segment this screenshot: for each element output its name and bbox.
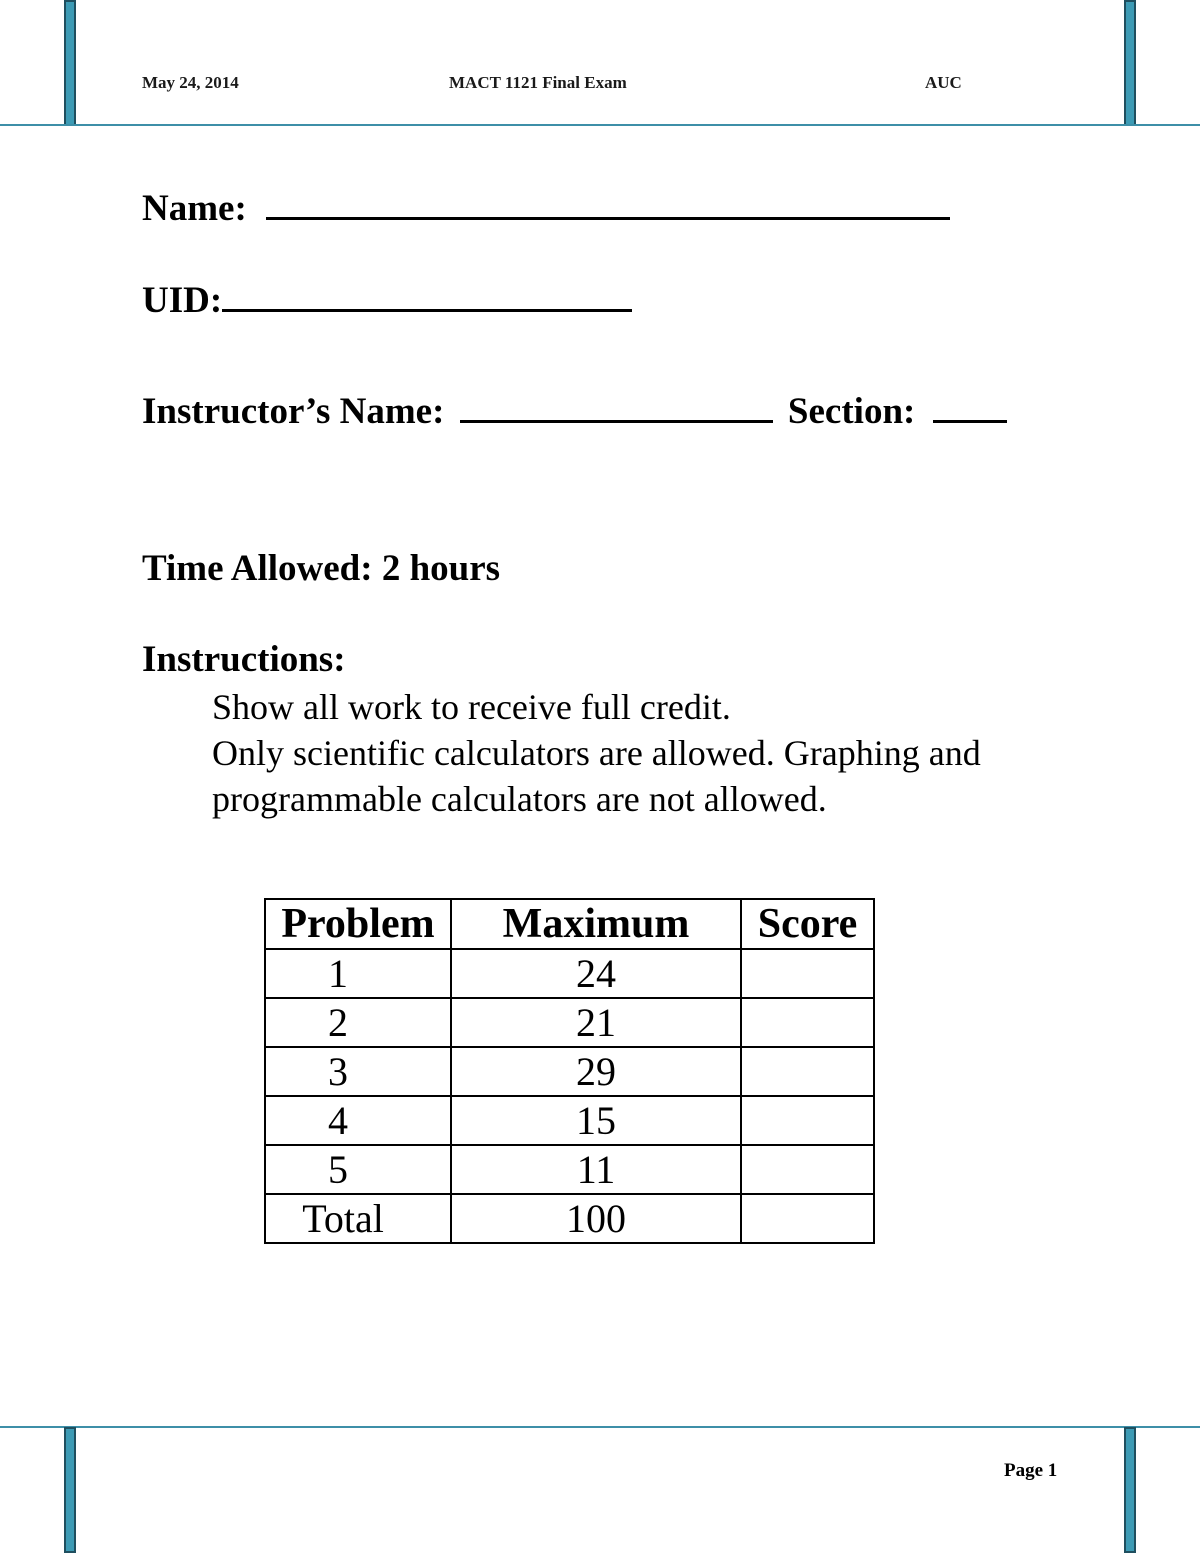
header-score: Score <box>741 899 874 949</box>
footer-rule <box>0 1426 1200 1428</box>
instructions-body <box>212 684 981 822</box>
table-row <box>265 1096 874 1145</box>
maximum-cell: 21 <box>451 998 741 1047</box>
instruction-line: Only scientific calculators are allowed. Graphing and <box>212 733 981 773</box>
header-maximum: Maximum <box>451 899 741 949</box>
uid-blank[interactable] <box>222 279 632 312</box>
section-label: Section: <box>787 391 916 432</box>
instruction-line: Show all work to receive full credit. <box>212 687 731 727</box>
instructor-label: Instructor’s Name: <box>142 391 445 432</box>
top-right-border-bar <box>1124 0 1136 126</box>
problem-cell: Total <box>265 1194 451 1243</box>
instructions-heading: Instructions: <box>142 639 346 680</box>
header-institution: AUC <box>925 73 962 92</box>
maximum-cell: 15 <box>451 1096 741 1145</box>
bottom-left-border-bar <box>64 1427 76 1553</box>
instructor-blank[interactable] <box>460 390 773 423</box>
score-table <box>264 898 875 1244</box>
section-blank[interactable] <box>933 390 1007 423</box>
table-row-total <box>265 1194 874 1243</box>
problem-cell: 1 <box>265 949 451 998</box>
table-row <box>265 998 874 1047</box>
score-cell[interactable] <box>741 998 874 1047</box>
maximum-cell: 11 <box>451 1145 741 1194</box>
header-rule <box>0 124 1200 126</box>
time-allowed: Time Allowed: 2 hours <box>142 548 501 589</box>
page-number: Page 1 <box>1004 1460 1058 1481</box>
problem-cell: 5 <box>265 1145 451 1194</box>
score-cell[interactable] <box>741 949 874 998</box>
problem-cell: 2 <box>265 998 451 1047</box>
maximum-cell: 100 <box>451 1194 741 1243</box>
instruction-line: programmable calculators are not allowed. <box>212 779 827 819</box>
header-problem: Problem <box>265 899 451 949</box>
score-cell[interactable] <box>741 1096 874 1145</box>
maximum-cell: 29 <box>451 1047 741 1096</box>
problem-cell: 3 <box>265 1047 451 1096</box>
table-row <box>265 1145 874 1194</box>
header-date: May 24, 2014 <box>142 73 239 92</box>
name-blank[interactable] <box>266 187 950 220</box>
score-cell[interactable] <box>741 1194 874 1243</box>
score-cell[interactable] <box>741 1047 874 1096</box>
maximum-cell: 24 <box>451 949 741 998</box>
score-cell[interactable] <box>741 1145 874 1194</box>
bottom-right-border-bar <box>1124 1427 1136 1553</box>
table-row <box>265 1047 874 1096</box>
name-label: Name: <box>142 188 247 229</box>
table-header-row <box>265 899 874 949</box>
instructor-section-field <box>142 390 1007 433</box>
table-row <box>265 949 874 998</box>
header-title: MACT 1121 Final Exam <box>449 73 627 92</box>
uid-field <box>142 279 632 322</box>
uid-label: UID: <box>142 280 223 321</box>
problem-cell: 4 <box>265 1096 451 1145</box>
name-field <box>142 187 950 230</box>
top-left-border-bar <box>64 0 76 126</box>
